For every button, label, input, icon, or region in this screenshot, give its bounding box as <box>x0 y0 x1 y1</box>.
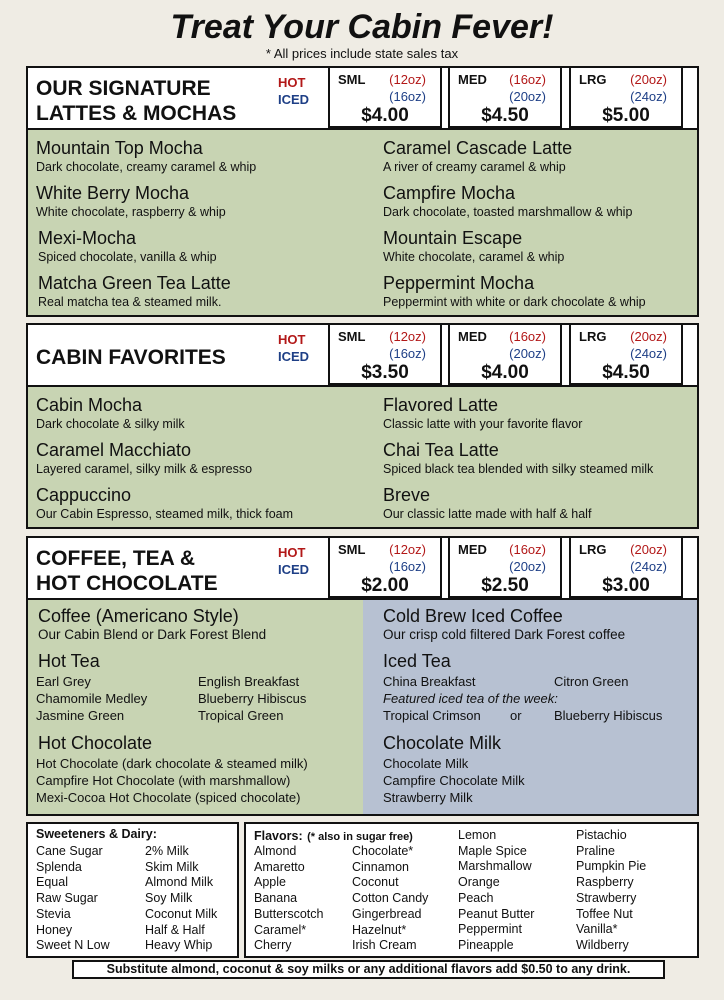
menu-item <box>38 273 231 310</box>
price-box-large <box>569 323 683 385</box>
substitution-note: Substitute almond, coconut & soy milks or any additional flavors add $0.50 to any drink. <box>72 960 665 979</box>
hot-tea-col1 <box>36 673 147 724</box>
flavor-option: Pistachio <box>576 828 627 842</box>
tea-option: Jasmine Green <box>36 708 125 723</box>
milk-option: Strawberry Milk <box>383 790 473 805</box>
dairy-option: Coconut Milk <box>145 906 218 921</box>
iced-label: ICED <box>278 562 310 577</box>
hot-size: (12oz) <box>389 72 426 87</box>
chocolate-option: Mexi-Cocoa Hot Chocolate (spiced chocolate) <box>36 790 301 805</box>
price: $3.50 <box>361 362 409 383</box>
iced-label: ICED <box>278 92 310 107</box>
sweeteners-list <box>36 844 110 954</box>
price: $3.00 <box>602 575 650 596</box>
size-label: SML <box>338 542 366 557</box>
section-title-line2: HOT CHOCOLATE <box>36 572 218 595</box>
sweetener-option: Honey <box>36 922 73 937</box>
item-name: Campfire Mocha <box>383 183 516 203</box>
price: $4.50 <box>602 362 650 383</box>
iced-size: (24oz) <box>630 89 667 104</box>
item-description: Our classic latte made with half & half <box>383 507 592 521</box>
price-box-large <box>569 66 683 128</box>
item-description: Classic latte with your favorite flavor <box>383 417 583 431</box>
flavor-option: Orange <box>458 875 500 890</box>
section-header <box>28 538 697 600</box>
price: $5.00 <box>602 105 650 126</box>
price: $2.50 <box>481 575 529 596</box>
hot-size: (20oz) <box>630 542 667 557</box>
item-description: Real matcha tea & steamed milk. <box>38 295 222 309</box>
hot-label: HOT <box>278 75 306 90</box>
dairy-option: Half & Half <box>145 922 205 937</box>
item-name: Caramel Macchiato <box>36 440 192 460</box>
flavor-option: Gingerbread <box>352 906 422 921</box>
flavor-option: Lemon <box>458 828 497 842</box>
price-box-large <box>569 536 683 598</box>
milk-option: Campfire Chocolate Milk <box>383 773 525 788</box>
sweetener-option: Cane Sugar <box>36 844 103 858</box>
page-title: Treat Your Cabin Fever! <box>170 8 554 46</box>
flavor-option: Amaretto <box>254 859 305 874</box>
hot-chocolate-item <box>38 733 152 754</box>
price: $4.00 <box>481 362 529 383</box>
chocolate-milk-item <box>383 733 501 754</box>
iced-size: (24oz) <box>630 346 667 361</box>
price-box-medium <box>448 536 562 598</box>
iced-tea-option: China Breakfast <box>383 674 476 689</box>
item-description: Dark chocolate, creamy caramel & whip <box>36 160 257 174</box>
cabin-favorites-section <box>26 323 699 529</box>
item-description: Spiced black tea blended with silky steamed milk <box>383 462 654 476</box>
menu-item <box>383 440 653 477</box>
flavor-option: Cotton Candy <box>352 891 429 906</box>
flavor-option: Strawberry <box>576 890 637 905</box>
flavor-option: Raspberry <box>576 875 634 890</box>
section-title <box>36 546 218 596</box>
iced-size: (20oz) <box>509 346 546 361</box>
hot-size: (16oz) <box>509 72 546 87</box>
temperature-legend <box>278 331 309 365</box>
flavor-option: Caramel* <box>254 922 307 937</box>
size-label: SML <box>338 72 366 87</box>
flavor-option: Coconut <box>352 875 399 890</box>
size-label: MED <box>458 329 487 344</box>
sweetener-option: Equal <box>36 875 68 890</box>
item-name: Hot Tea <box>38 651 100 671</box>
section-menu <box>28 387 697 527</box>
flavor-option: Peppermint <box>458 922 522 937</box>
flavor-option: Wildberry <box>576 937 629 952</box>
price-box-medium <box>448 323 562 385</box>
flavor-option: Marshmallow <box>458 859 532 874</box>
item-description: White chocolate, raspberry & whip <box>36 205 226 219</box>
item-name: Cold Brew Iced Coffee <box>383 606 563 626</box>
flavor-option: Irish Cream <box>352 938 417 953</box>
dairy-option: Soy Milk <box>145 891 193 906</box>
flavor-option: Maple Spice <box>458 843 527 858</box>
iced-size: (20oz) <box>509 89 546 104</box>
iced-size: (16oz) <box>389 89 426 104</box>
flavor-option: Cinnamon <box>352 859 409 874</box>
flavors-col3 <box>458 828 534 954</box>
item-name: Peppermint Mocha <box>383 273 535 293</box>
hot-size: (20oz) <box>630 72 667 87</box>
item-name: Mountain Escape <box>383 228 523 248</box>
hot-size: (16oz) <box>509 542 546 557</box>
section-title-line1: COFFEE, TEA & <box>36 547 196 570</box>
dairy-option: Almond Milk <box>145 875 214 890</box>
iced-size: (24oz) <box>630 559 667 574</box>
chocolate-option: Hot Chocolate (dark chocolate & steamed milk) <box>36 756 308 771</box>
item-description: Dark chocolate, toasted marshmallow & whip <box>383 205 633 219</box>
featured-tea-label: Featured iced tea of the week: <box>383 691 558 706</box>
price-box-medium <box>448 66 562 128</box>
iced-size: (20oz) <box>509 559 546 574</box>
flavors-col1 <box>254 844 323 954</box>
section-header <box>28 68 697 130</box>
sweetener-option: Splenda <box>36 859 82 874</box>
sugar-free-note: (* also in sugar free) <box>307 831 413 843</box>
signature-lattes-section <box>26 66 699 317</box>
price: $4.50 <box>481 105 529 126</box>
featured-tea-option: Blueberry Hibiscus <box>554 708 663 723</box>
menu-item <box>36 138 256 175</box>
flavor-option: Banana <box>254 891 298 906</box>
flavor-option: Butterscotch <box>254 906 324 921</box>
menu-item <box>36 183 226 220</box>
item-description: Our crisp cold filtered Dark Forest coffee <box>383 627 626 642</box>
tea-option: Blueberry Hibiscus <box>198 691 307 706</box>
flavor-option: Cherry <box>254 938 292 953</box>
item-name: Cappuccino <box>36 485 132 505</box>
item-description: White chocolate, caramel & whip <box>383 250 565 264</box>
section-title-line2: LATTES & MOCHAS <box>36 102 237 125</box>
flavor-option: Almond <box>254 844 297 858</box>
flavors-col4 <box>576 828 646 954</box>
price: $2.00 <box>361 575 409 596</box>
coffee-item <box>38 606 266 643</box>
tea-option: Chamomile Medley <box>36 691 148 706</box>
hot-size: (16oz) <box>509 329 546 344</box>
tea-option: Earl Grey <box>36 674 91 689</box>
flavor-option: Pineapple <box>458 937 514 952</box>
featured-tea-or: or <box>510 708 522 723</box>
item-name: Caramel Cascade Latte <box>383 138 573 158</box>
section-title <box>36 76 236 126</box>
sweetener-option: Sweet N Low <box>36 938 110 953</box>
menu-item <box>38 228 217 265</box>
size-label: LRG <box>579 72 607 87</box>
item-description: Our Cabin Espresso, steamed milk, thick foam <box>36 507 294 521</box>
iced-label: ICED <box>278 349 310 364</box>
hot-size: (12oz) <box>389 329 426 344</box>
price-box-small <box>328 536 442 598</box>
section-menu <box>28 600 697 814</box>
size-label: SML <box>338 329 366 344</box>
item-name: Hot Chocolate <box>38 733 153 753</box>
chocolate-option: Campfire Hot Chocolate (with marshmallow) <box>36 773 291 788</box>
iced-size: (16oz) <box>389 346 426 361</box>
dairy-option: Heavy Whip <box>145 938 213 953</box>
section-menu <box>28 130 697 315</box>
sweeteners-title: Sweeteners & Dairy: <box>36 827 157 841</box>
flavor-option: Pumpkin Pie <box>576 859 647 874</box>
dairy-list <box>145 844 217 954</box>
item-name: Chai Tea Latte <box>383 440 499 460</box>
flavor-option: Hazelnut* <box>352 922 407 937</box>
item-name: Matcha Green Tea Latte <box>38 273 231 293</box>
flavors-col2 <box>352 844 428 954</box>
item-name: Mexi-Mocha <box>38 228 137 248</box>
item-description: A river of creamy caramel & whip <box>383 160 566 174</box>
item-name: Chocolate Milk <box>383 733 502 753</box>
menu-item <box>383 485 591 522</box>
price: $4.00 <box>361 105 409 126</box>
size-label: MED <box>458 72 487 87</box>
menu-item <box>383 273 646 310</box>
menu-item <box>36 395 185 432</box>
flavor-option: Chocolate* <box>352 844 414 858</box>
temperature-legend <box>278 74 309 108</box>
item-description: Dark chocolate & silky milk <box>36 417 185 431</box>
menu-item <box>383 395 582 432</box>
hot-label: HOT <box>278 332 306 347</box>
iced-tea-option: Citron Green <box>554 674 629 689</box>
price-box-small <box>328 66 442 128</box>
menu-item <box>383 138 572 175</box>
flavor-option: Vanilla* <box>576 922 618 937</box>
hot-chocolate-list <box>36 755 308 806</box>
sweetener-option: Stevia <box>36 906 71 921</box>
item-name: Breve <box>383 485 431 505</box>
flavors-header <box>254 827 413 845</box>
section-header <box>28 325 697 387</box>
menu-item <box>36 485 293 522</box>
item-name: Cabin Mocha <box>36 395 143 415</box>
size-label: MED <box>458 542 487 557</box>
hot-size: (12oz) <box>389 542 426 557</box>
size-label: LRG <box>579 542 607 557</box>
menu-item <box>383 183 632 220</box>
flavor-option: Peanut Butter <box>458 906 535 921</box>
item-name: Flavored Latte <box>383 395 499 415</box>
flavor-option: Apple <box>254 875 286 890</box>
item-name: Coffee (Americano Style) <box>38 606 239 626</box>
chocolate-milk-list <box>383 755 525 806</box>
menu-item <box>383 228 564 265</box>
tax-note: * All prices include state sales tax <box>265 46 459 61</box>
flavor-option: Peach <box>458 890 494 905</box>
milk-option: Chocolate Milk <box>383 756 469 771</box>
item-name: Mountain Top Mocha <box>36 138 203 158</box>
flavors-title: Flavors: <box>254 829 303 843</box>
section-title-line1: OUR SIGNATURE <box>36 77 211 100</box>
item-name: Iced Tea <box>383 651 451 671</box>
hot-tea-item <box>38 651 100 672</box>
price-box-small <box>328 323 442 385</box>
flavor-option: Praline <box>576 843 615 858</box>
dairy-option: Skim Milk <box>145 859 199 874</box>
coffee-tea-section <box>26 536 699 816</box>
cold-brew-item <box>383 606 625 643</box>
sweetener-option: Raw Sugar <box>36 891 98 906</box>
item-description: Peppermint with white or dark chocolate & whip <box>383 295 646 309</box>
menu-item <box>36 440 252 477</box>
section-title: CABIN FAVORITES <box>36 346 226 369</box>
item-description: Layered caramel, silky milk & espresso <box>36 462 253 476</box>
item-description: Spiced chocolate, vanilla & whip <box>38 250 217 264</box>
tea-option: Tropical Green <box>198 708 284 723</box>
iced-tea-item <box>383 651 451 672</box>
hot-size: (20oz) <box>630 329 667 344</box>
iced-size: (16oz) <box>389 559 426 574</box>
tea-option: English Breakfast <box>198 674 300 689</box>
item-name: White Berry Mocha <box>36 183 190 203</box>
featured-tea-option: Tropical Crimson <box>383 708 481 723</box>
flavors-box <box>244 822 699 958</box>
flavor-option: Toffee Nut <box>576 906 633 921</box>
hot-tea-col2 <box>198 673 306 724</box>
size-label: LRG <box>579 329 607 344</box>
item-description: Our Cabin Blend or Dark Forest Blend <box>38 627 267 642</box>
temperature-legend <box>278 544 309 578</box>
dairy-option: 2% Milk <box>145 844 189 858</box>
hot-label: HOT <box>278 545 306 560</box>
sweeteners-dairy-box <box>26 822 239 958</box>
